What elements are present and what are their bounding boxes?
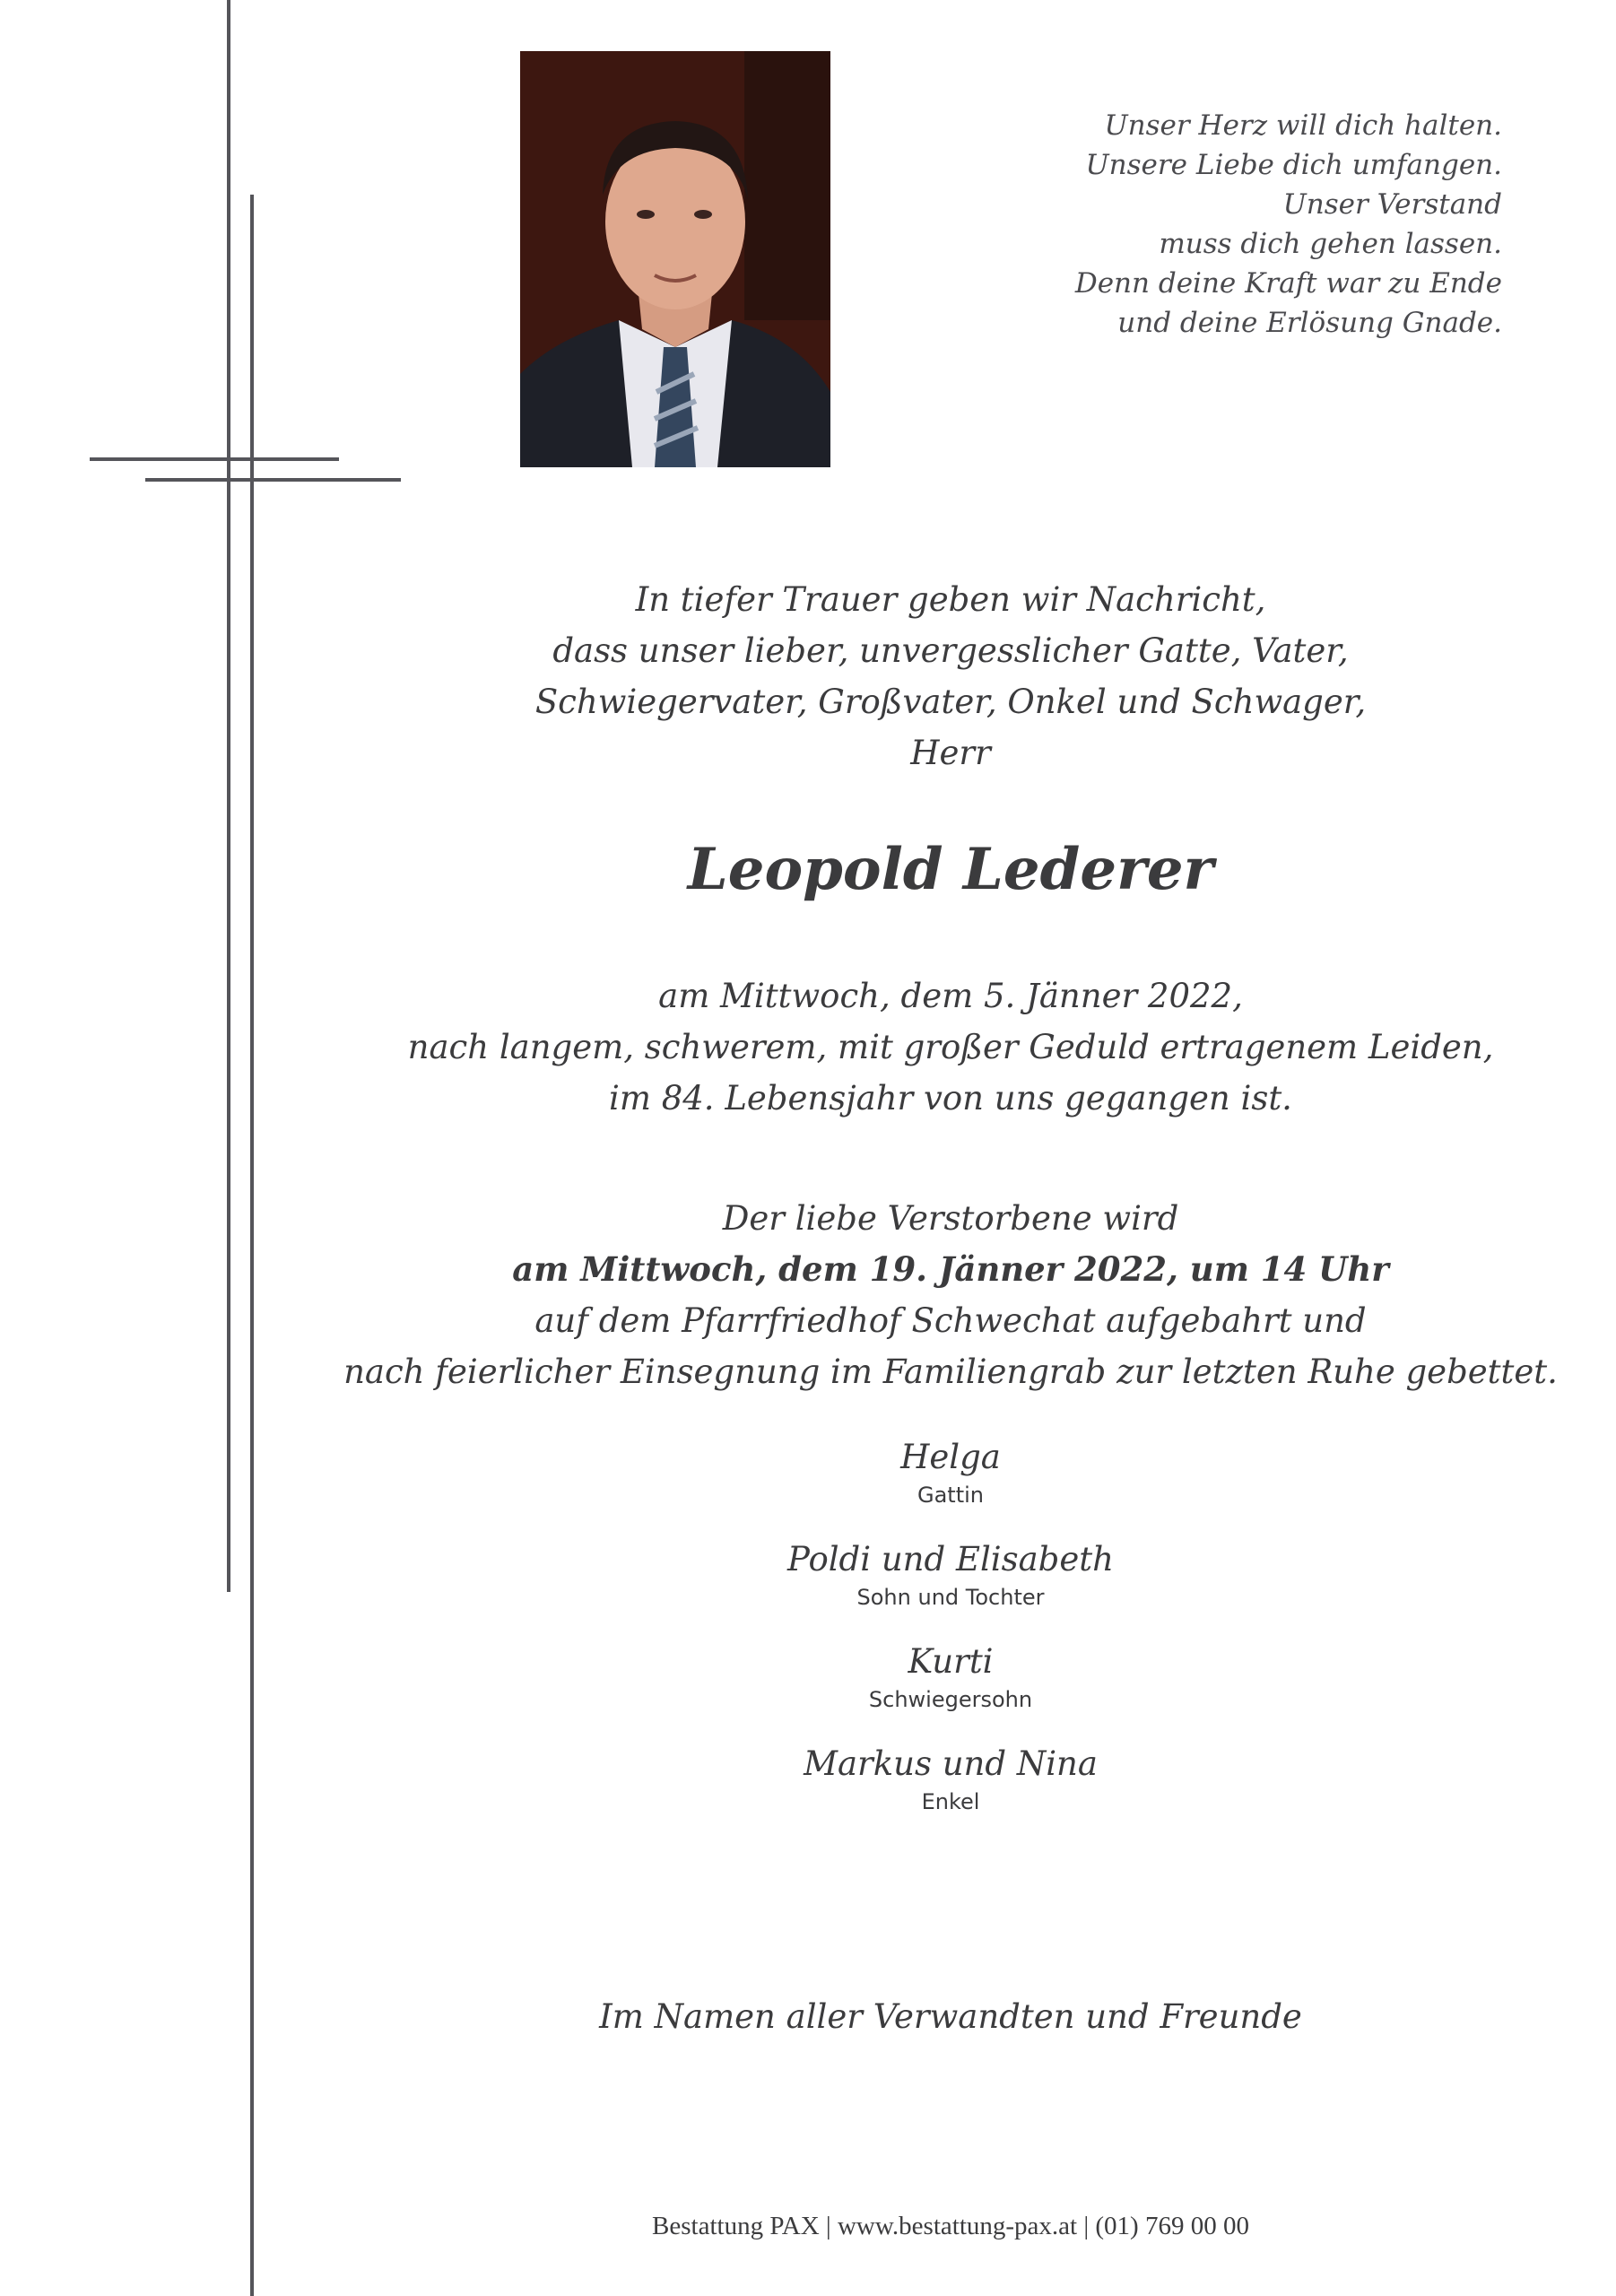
mourner-name: Poldi und Elisabeth	[787, 1540, 1114, 1578]
funeral-line: Der liebe Verstorbene wird	[722, 1199, 1179, 1238]
death-line: nach langem, schwerem, mit großer Geduld ertragenem Leiden,	[407, 1028, 1494, 1066]
intro-line: dass unser lieber, unvergesslicher Gatte, Vater,	[552, 631, 1349, 670]
death-line: im 84. Lebensjahr von uns gegangen ist.	[609, 1079, 1292, 1118]
deceased-name: Leopold Lederer	[687, 836, 1214, 903]
funeral-line: auf dem Pfarrfriedhof Schwechat aufgebahrt und	[534, 1301, 1367, 1340]
portrait-photo	[520, 51, 830, 467]
poem-line: Unser Herz will dich halten.	[1104, 109, 1502, 142]
intro-line: Schwiegervater, Großvater, Onkel und Schwager,	[534, 683, 1367, 721]
mourner-relation: Enkel	[921, 1789, 980, 1814]
funeral-line: nach feierlicher Einsegnung im Familiengrab zur letzten Ruhe gebettet.	[343, 1352, 1558, 1391]
funeral-date: am Mittwoch, dem 19. Jänner 2022, um 14 Uhr	[512, 1249, 1389, 1289]
mourner-relation: Sohn und Tochter	[856, 1585, 1045, 1610]
mourner-entry	[341, 1742, 1560, 1817]
death-line: am Mittwoch, dem 5. Jänner 2022,	[658, 977, 1243, 1015]
mourners-list	[341, 1435, 1560, 1844]
mourner-entry	[341, 1639, 1560, 1715]
cross-vertical-bar	[227, 0, 230, 1592]
funeral-home-footer: Bestattung PAX | www.bestattung-pax.at | (01) 769 00 00	[652, 2212, 1249, 2240]
announcement-intro	[341, 574, 1560, 778]
poem-line: Unsere Liebe dich umfangen.	[1085, 149, 1502, 181]
mourner-relation: Schwiegersohn	[868, 1687, 1033, 1712]
intro-line: Herr	[910, 734, 991, 772]
closing-line: Im Namen aller Verwandten und Freunde	[599, 1997, 1302, 2036]
poem-line: Denn deine Kraft war zu Ende	[1074, 267, 1502, 300]
cross-horizontal-bar	[90, 457, 339, 461]
mourner-entry	[341, 1537, 1560, 1613]
poem-line: Unser Verstand	[1282, 188, 1502, 221]
mourner-relation: Gattin	[917, 1483, 984, 1508]
mourner-name: Kurti	[908, 1642, 994, 1681]
cross-vertical-bar-offset	[250, 195, 254, 2296]
mourner-name: Helga	[900, 1438, 1001, 1476]
intro-line: In tiefer Trauer geben wir Nachricht,	[635, 580, 1266, 619]
poem	[1036, 106, 1502, 343]
death-details	[341, 970, 1560, 1124]
mourner-entry	[341, 1435, 1560, 1510]
poem-line: und deine Erlösung Gnade.	[1117, 307, 1502, 339]
poem-line: muss dich gehen lassen.	[1159, 228, 1502, 260]
funeral-details	[341, 1193, 1560, 1397]
cross-horizontal-bar-offset	[145, 478, 401, 482]
mourner-name: Markus und Nina	[804, 1744, 1098, 1783]
